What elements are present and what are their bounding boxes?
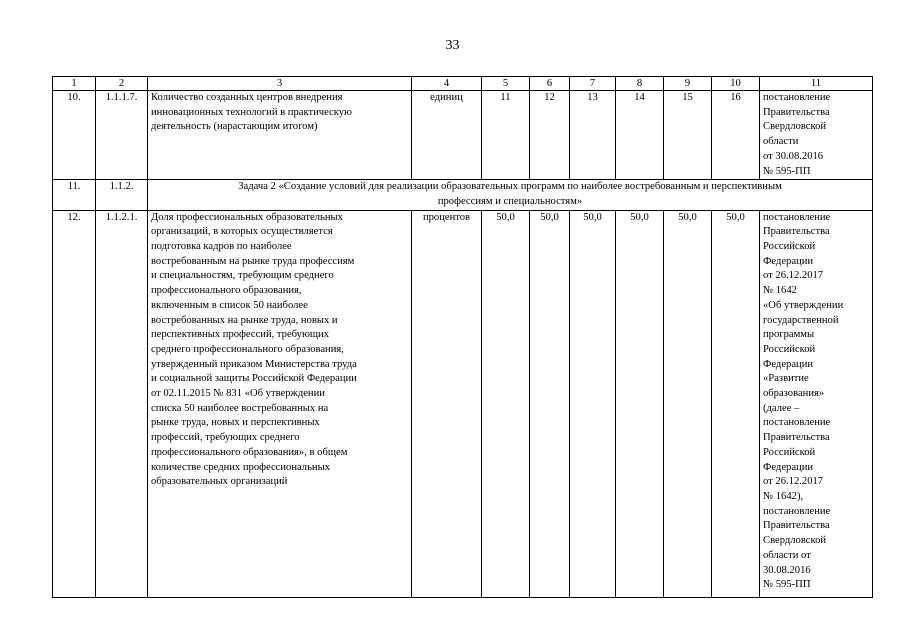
task-row <box>53 180 873 210</box>
value-cell: 50,0 <box>570 210 616 597</box>
value-cell: 11 <box>482 91 530 180</box>
indicators-table <box>52 76 873 598</box>
column-number-10: 10 <box>712 77 760 91</box>
task-heading: Задача 2 «Создание условий для реализации образовательных программ по наиболее востребованным и перспективным профессиям и специальностям» <box>148 180 873 210</box>
indicator-description: Количество созданных центров внедрения инновационных технологий в практическую деятельность (нарастающим итогом) <box>148 91 412 180</box>
unit-cell: процентов <box>412 210 482 597</box>
value-cell: 50,0 <box>482 210 530 597</box>
table-row <box>53 210 873 597</box>
column-number-7: 7 <box>570 77 616 91</box>
value-cell: 12 <box>530 91 570 180</box>
page-number: 33 <box>445 38 460 53</box>
row-number: 10. <box>53 91 96 180</box>
value-cell: 16 <box>712 91 760 180</box>
value-cell: 50,0 <box>712 210 760 597</box>
unit-cell: единиц <box>412 91 482 180</box>
table-row <box>53 91 873 180</box>
document-reference: постановление Правительства Российской Федерации от 26.12.2017 № 1642 «Об утверждении государственной программы Российской Федерации «Развитие образования» (далее – постановление Правительства Российской Федерации от 26.12.2017 № 1642), постановление Правительства Свердловской области от 30.08.2016 № 595-ПП <box>760 210 873 597</box>
value-cell: 50,0 <box>616 210 664 597</box>
value-cell: 50,0 <box>664 210 712 597</box>
value-cell: 13 <box>570 91 616 180</box>
row-code: 1.1.2.1. <box>96 210 148 597</box>
column-number-8: 8 <box>616 77 664 91</box>
row-number: 12. <box>53 210 96 597</box>
column-number-5: 5 <box>482 77 530 91</box>
column-number-3: 3 <box>148 77 412 91</box>
column-number-1: 1 <box>53 77 96 91</box>
value-cell: 15 <box>664 91 712 180</box>
column-number-2: 2 <box>96 77 148 91</box>
row-code: 1.1.2. <box>96 180 148 210</box>
column-number-9: 9 <box>664 77 712 91</box>
document-reference: постановление Правительства Свердловской области от 30.08.2016 № 595-ПП <box>760 91 873 180</box>
indicator-description: Доля профессиональных образовательных организаций, в которых осуществляется подготовка кадров по наиболее востребованным на рынке труда профессиям и специальностям, требующим среднего профессионального образования, включенным в список 50 наиболее востребованных на рынке труда, новых и перспективных профессий, требующих среднего профессионального образования, утвержденный приказом Министерства труда и социальной защиты Российской Федерации от 02.11.2015 № 831 «Об утверждении списка 50 наиболее востребованных на рынке труда, новых и перспективных профессий, требующих среднего профессионального образования», в общем количестве средних профессиональных образовательных организаций <box>148 210 412 597</box>
row-number: 11. <box>53 180 96 210</box>
column-number-row <box>53 77 873 91</box>
column-number-11: 11 <box>760 77 873 91</box>
column-number-4: 4 <box>412 77 482 91</box>
value-cell: 14 <box>616 91 664 180</box>
row-code: 1.1.1.7. <box>96 91 148 180</box>
value-cell: 50,0 <box>530 210 570 597</box>
column-number-6: 6 <box>530 77 570 91</box>
